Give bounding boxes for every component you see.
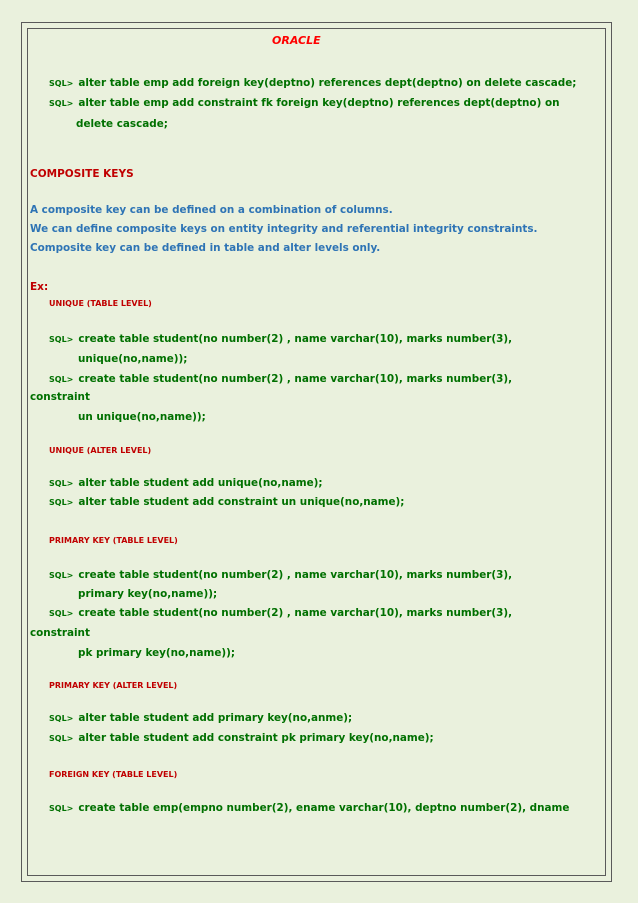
subsection-heading: FOREIGN KEY (TABLE LEVEL) [49, 770, 178, 779]
subsection-heading: PRIMARY KEY (ALTER LEVEL) [49, 681, 178, 690]
section-heading: COMPOSITE KEYS [30, 168, 134, 180]
sql-line-continuation: unique(no,name)); [78, 353, 188, 365]
sql-line: SQL> alter table student add constraint pk primary key(no,name); [49, 732, 434, 744]
subsection-heading: UNIQUE (TABLE LEVEL) [49, 299, 152, 308]
description-line: Composite key can be defined in table and alter levels only. [30, 242, 381, 254]
sql-prompt: SQL> [49, 734, 74, 743]
sql-prompt: SQL> [49, 714, 74, 723]
sql-line: SQL> create table student(no number(2) , name varchar(10), marks number(3), [49, 333, 513, 345]
sql-line: SQL> alter table student add unique(no,name); [49, 477, 323, 489]
description-line: We can define composite keys on entity integrity and referential integrity constraints. [30, 223, 538, 235]
description-line: A composite key can be defined on a combination of columns. [30, 204, 393, 216]
subsection-heading: PRIMARY KEY (TABLE LEVEL) [49, 536, 178, 545]
subsection-heading: UNIQUE (ALTER LEVEL) [49, 446, 152, 455]
sql-line-continuation: delete cascade; [76, 118, 168, 130]
sql-line-continuation: un unique(no,name)); [78, 411, 206, 423]
sql-prompt: SQL> [49, 79, 74, 88]
sql-line: SQL> create table student(no number(2) , name varchar(10), marks number(3), [49, 569, 513, 581]
example-label: Ex: [30, 281, 49, 293]
sql-line: SQL> create table student(no number(2) , name varchar(10), marks number(3), [49, 607, 513, 619]
sql-prompt: SQL> [49, 479, 74, 488]
sql-prompt: SQL> [49, 335, 74, 344]
page-title: ORACLE [272, 34, 321, 47]
sql-prompt: SQL> [49, 498, 74, 507]
sql-prompt: SQL> [49, 804, 74, 813]
sql-line: SQL> alter table emp add constraint fk foreign key(deptno) references dept(deptno) on [49, 97, 560, 109]
sql-line-continuation: pk primary key(no,name)); [78, 647, 236, 659]
sql-line: SQL> alter table student add primary key(no,anme); [49, 712, 353, 724]
sql-line: SQL> create table student(no number(2) , name varchar(10), marks number(3), [49, 373, 513, 385]
sql-line-wrap: constraint [30, 391, 90, 403]
sql-prompt: SQL> [49, 571, 74, 580]
sql-prompt: SQL> [49, 375, 74, 384]
sql-prompt: SQL> [49, 99, 74, 108]
sql-line: SQL> create table emp(empno number(2), ename varchar(10), deptno number(2), dname [49, 802, 570, 814]
sql-line: SQL> alter table emp add foreign key(deptno) references dept(deptno) on delete cascade; [49, 77, 577, 89]
sql-line-continuation: primary key(no,name)); [78, 588, 218, 600]
sql-line: SQL> alter table student add constraint un unique(no,name); [49, 496, 405, 508]
sql-prompt: SQL> [49, 609, 74, 618]
sql-line-wrap: constraint [30, 627, 90, 639]
